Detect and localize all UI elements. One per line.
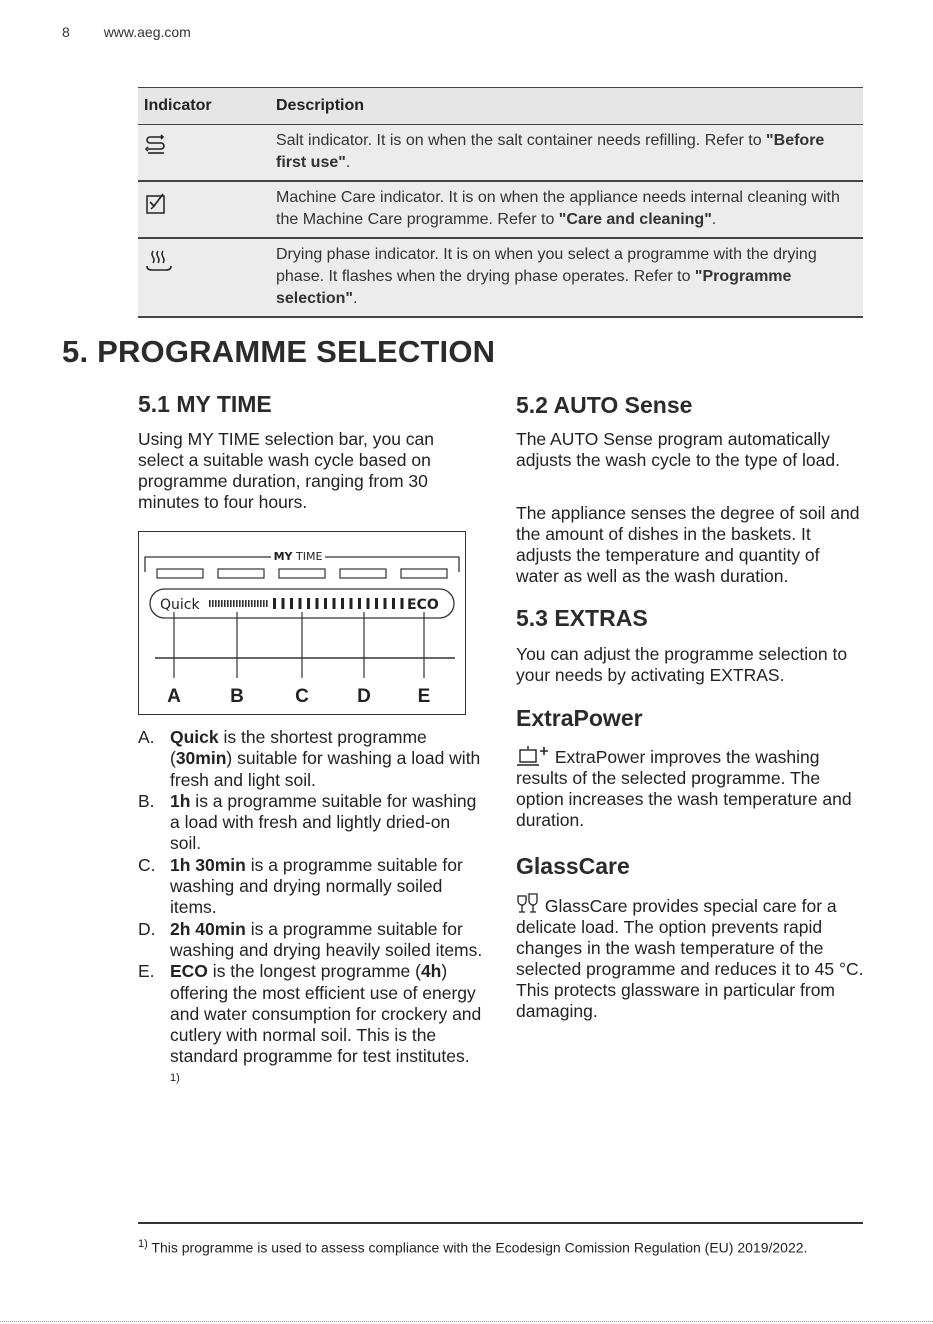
list-item: A. Quick is the shortest programme (30min) suitable for washing a load with fresh and light soil. [138, 727, 481, 790]
tick-mark [215, 600, 217, 607]
tick-mark [282, 598, 285, 609]
page-number: 8 [62, 24, 70, 40]
tick-mark [341, 598, 344, 609]
tick-mark [367, 598, 370, 609]
tick-mark [333, 598, 336, 609]
header-url[interactable]: www.aeg.com [103, 24, 191, 40]
auto-sense-heading: 5.2 AUTO Sense [516, 392, 693, 418]
indicator-table [138, 87, 863, 318]
tick-mark [218, 600, 220, 607]
list-item: D. 2h 40min is a programme suitable for washing and drying heavily soiled items. [138, 918, 483, 960]
column-header-description: Description [276, 97, 365, 114]
table-row [138, 125, 863, 182]
footnote-text: This programme is used to assess compliance with the Ecodesign Comission Regulation (EU) 2019/2022. [147, 1239, 808, 1256]
list-item: C. 1h 30min is a programme suitable for washing and drying normally soiled items. [138, 854, 463, 918]
section-title: 5. PROGRAMME SELECTION [62, 334, 496, 369]
drying-phase-indicator-description: Drying phase indicator. It is on when you select a programme with the drying phase. It flashes when the drying phase operates. Refer to "Programme selection". [276, 246, 817, 307]
glasscare-icon [516, 893, 540, 915]
tick-mark [224, 600, 226, 607]
indicator-lights [157, 569, 447, 578]
label-e: E [417, 686, 431, 707]
tick-mark [358, 598, 361, 609]
auto-sense-p2: The appliance senses the degree of soil and the amount of dishes in the baskets. It adjusts the temperature and quantity of water as well as the wash duration. [516, 503, 860, 586]
glasscare-heading: GlassCare [516, 853, 630, 879]
footnote-divider [138, 1222, 863, 1224]
tick-mark [254, 600, 256, 607]
duration-ticks [209, 598, 404, 609]
list-item: E. ECO is the longest programme (4h) offering the most efficient use of energy and water consumption for crockery and cutlery with normal soil. This is the standard programme for test institutes. $^{1)}$ [138, 961, 482, 1084]
tick-mark [257, 600, 259, 607]
footnote-ref[interactable]: 1) [170, 1071, 180, 1084]
tick-mark [260, 600, 262, 607]
programme-list [138, 727, 483, 1093]
glasscare-text: GlassCare provides special care for a delicate load. The option prevents rapid changes in the wash temperature of the selected programme and reduces it to 45 °C. This protects glassware in particular from damaging. [516, 893, 866, 1022]
extrapower-text: ExtraPower improves the washing results of the selected programme. The option increases the wash temperature and duration. [516, 747, 852, 830]
pointer-lines [155, 612, 455, 678]
machine-care-icon [144, 191, 168, 215]
table-row [138, 238, 863, 317]
tick-mark [251, 600, 253, 607]
tick-mark [212, 600, 214, 607]
salt-indicator-description: Salt indicator. It is on when the salt container needs refilling. Refer to "Before first use". [276, 132, 825, 171]
tick-mark [307, 598, 310, 609]
table-row [138, 181, 863, 238]
list-item: B. 1h is a programme suitable for washing a load with fresh and lightly dried-on soil. [138, 790, 477, 854]
page-header [62, 24, 191, 40]
label-c: C [295, 686, 309, 707]
tick-mark [392, 598, 395, 609]
tick-mark [350, 598, 353, 609]
tick-mark [316, 598, 319, 609]
my-time-intro: Using MY TIME selection bar, you can select a suitable wash cycle based on programme duration, ranging from 30 minutes to four hours. [138, 429, 435, 512]
tick-mark [236, 600, 238, 607]
tick-mark [209, 600, 211, 607]
quick-label: Quick [160, 597, 200, 613]
salt-icon [144, 134, 168, 156]
tick-mark [245, 600, 247, 607]
tick-mark [239, 600, 241, 607]
extras-p1: You can adjust the programme selection to your needs by activating EXTRAS. [516, 644, 848, 685]
table-header-row [138, 88, 863, 125]
label-d: D [357, 686, 371, 707]
tick-mark [290, 598, 293, 609]
label-b: B [230, 686, 244, 707]
footnote-mark: 1) [138, 1238, 148, 1250]
drying-phase-icon [144, 248, 174, 274]
tick-mark [266, 600, 268, 607]
tick-mark [384, 598, 387, 609]
my-time-diagram [138, 531, 466, 715]
bar-title: MY TIME [273, 550, 323, 563]
eco-label: ECO [407, 597, 439, 613]
label-a: A [167, 686, 181, 707]
page-bottom-divider [0, 1321, 933, 1322]
tick-mark [401, 598, 404, 609]
tick-mark [227, 600, 229, 607]
footnote [138, 1234, 863, 1259]
tick-mark [273, 598, 276, 609]
tick-mark [248, 600, 250, 607]
machine-care-indicator-description: Machine Care indicator. It is on when the appliance needs internal cleaning with the Machine Care programme. Refer to "Care and cleaning". [276, 189, 840, 228]
column-header-indicator: Indicator [144, 97, 212, 114]
extrapower-heading: ExtraPower [516, 705, 643, 731]
my-time-heading: 5.1 MY TIME [138, 391, 272, 417]
extras-heading: 5.3 EXTRAS [516, 605, 648, 631]
tick-mark [324, 598, 327, 609]
tick-mark [242, 600, 244, 607]
tick-mark [263, 600, 265, 607]
tick-mark [299, 598, 302, 609]
auto-sense-p1: The AUTO Sense program automatically adjusts the wash cycle to the type of load. [516, 429, 840, 470]
tick-mark [221, 600, 223, 607]
tick-mark [230, 600, 232, 607]
tick-mark [233, 600, 235, 607]
extrapower-icon [516, 745, 550, 767]
tick-mark [375, 598, 378, 609]
